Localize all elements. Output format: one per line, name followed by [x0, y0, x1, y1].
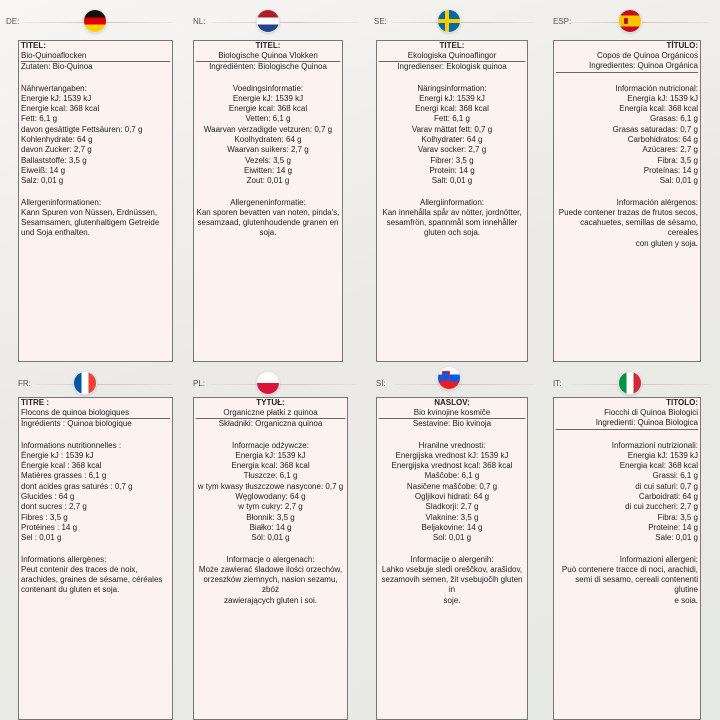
- divider: [211, 384, 357, 385]
- title-row: [21, 398, 170, 408]
- nutrition-row: Ballaststoffe: 3,5 g: [21, 155, 87, 165]
- title-row: [379, 398, 525, 408]
- lang-code: SE:: [374, 17, 387, 26]
- netherlands-flag-icon: [257, 10, 279, 32]
- allergen-line: orzeszków ziemnych, nasion sezamu, zbóż: [203, 575, 338, 595]
- nutrition-row: Energie kJ: 1539 kJ: [232, 93, 304, 103]
- nutrition-row: Salt: 0,01 g: [431, 176, 473, 186]
- lang-code: NL:: [193, 17, 206, 26]
- nutrition-row: w tym kwasy tłuszczowe nasycone: 0,7 g: [197, 481, 344, 491]
- allergen-section: [196, 555, 345, 606]
- label-card-nl: [193, 40, 343, 362]
- title-row: [379, 41, 525, 51]
- header-fr: [18, 371, 178, 397]
- allergen-line: con gluten y soja.: [635, 238, 698, 248]
- label-card-se: [376, 40, 528, 362]
- nutrition-row: Énergie kJ : 1539 kJ: [21, 450, 94, 460]
- nutrition-row: Fett: 6,1 g: [433, 114, 471, 124]
- header-esp: [553, 9, 715, 35]
- nutrition-row: Carbohidratos: 64 g: [627, 135, 698, 145]
- nutrition-section: [556, 84, 698, 187]
- nutrition-row: Fett: 6,1 g: [21, 114, 58, 124]
- nutrition-section: [196, 441, 345, 544]
- divider: [36, 384, 172, 385]
- product-name: Bio kvinojine kosmiče: [413, 408, 491, 417]
- allergen-line: cacahuetes, semillas de sésamo, cereales: [580, 218, 698, 238]
- nutrition-row: Energía kJ: 1539 kJ: [627, 93, 698, 103]
- label-card-fr: [18, 397, 173, 720]
- nutrition-row: Energie kcal: 368 kcal: [21, 104, 100, 114]
- nutrition-row: Grasas: 6,1 g: [649, 114, 698, 124]
- nutrition-row: Protéines : 14 g: [21, 522, 78, 532]
- ingredients: Ingredienti: Quinoa Biologica: [556, 418, 698, 429]
- product-name: Bio-Quinoaflocken: [21, 51, 87, 60]
- nutrition-row: Énergie kcal : 368 kcal: [21, 461, 102, 471]
- nutrition-row: Matières grasses : 6,1 g: [21, 471, 107, 481]
- nutrition-row: Waarvan verzadigde vetzuren: 0,7 g: [203, 124, 333, 134]
- nutrition-row: Fibrer: 3,5 g: [430, 155, 474, 165]
- nutrition-row: Węglowodany: 64 g: [235, 492, 306, 502]
- germany-flag-icon: [84, 10, 106, 32]
- nutrition-row: Energi kJ: 1539 kJ: [419, 93, 485, 103]
- nutrition-row: Energie kcal: 368 kcal: [228, 104, 308, 114]
- allergen-line: Puede contener trazas de frutos secos,: [558, 207, 698, 217]
- allergen-heading: Informacje o alergenach:: [226, 554, 315, 564]
- ingredients: Sestavine: Bio kvinoja: [379, 418, 525, 429]
- divider: [211, 22, 357, 23]
- allergen-section: [379, 198, 525, 239]
- nutrition-section: [21, 84, 170, 187]
- lang-code: PL:: [193, 379, 206, 388]
- title-label: TITOLO:: [666, 398, 698, 407]
- nutrition-row: Energijska vrednost kJ: 1539 kJ: [395, 450, 509, 460]
- allergen-line: sesamfrön, spannmål som innehåller: [386, 218, 518, 228]
- header-se: [374, 9, 540, 35]
- lang-code: IT:: [553, 379, 562, 388]
- allergen-line: sesamzaad, glutenhoudende granen en: [197, 218, 339, 228]
- allergen-heading: Informacije o alergenih:: [410, 554, 494, 564]
- nutrition-row: Tłuszcze: 6,1 g: [243, 471, 298, 481]
- nutrition-heading: Voedingsinformatie:: [232, 83, 304, 93]
- header-de: [6, 9, 178, 35]
- label-card-it: [553, 397, 701, 720]
- allergen-line: Kan sporen bevatten van noten, pinda's,: [196, 207, 340, 217]
- ingredients: Zutaten: Bio-Quinoa: [21, 61, 170, 72]
- nutrition-row: Nasičene maščobe: 0,7 g: [406, 481, 498, 491]
- nutrition-row: Vetten: 6,1 g: [245, 114, 291, 124]
- title-label: TYTUŁ:: [256, 398, 285, 407]
- allergen-heading: Allergeneninformatie:: [230, 197, 306, 207]
- label-card-si: [376, 397, 528, 720]
- nutrition-row: Energia kJ: 1539 kJ: [235, 450, 306, 460]
- nutrition-row: Sladkorji: 2,7 g: [425, 502, 479, 512]
- nutrition-section: [556, 441, 698, 544]
- allergen-heading: Allergeninformationen:: [21, 197, 102, 207]
- allergen-line: Lahko vsebuje sledi oreščkov, arašidov,: [381, 564, 523, 574]
- allergen-line: gluten och soja.: [423, 228, 481, 238]
- nutrition-row: Grasas saturadas: 0,7 g: [612, 124, 698, 134]
- title-row: [21, 41, 170, 51]
- nutrition-row: Kolhydrater: 64 g: [421, 135, 483, 145]
- nutrition-section: [21, 441, 170, 544]
- header-nl: [193, 9, 363, 35]
- ingredients: Ingredienser: Ekologisk quinoa: [379, 61, 525, 72]
- nutrition-row: Energia kJ: 1539 kJ: [627, 450, 698, 460]
- allergen-line: e soia.: [674, 595, 698, 605]
- nutrition-row: Waarvan suikers: 2,7 g: [227, 145, 309, 155]
- nutrition-row: Zout: 0,01 g: [246, 176, 290, 186]
- nutrition-row: Proteine: 14 g: [648, 522, 698, 532]
- allergen-heading: Información alérgenos:: [616, 197, 698, 207]
- nutrition-row: Glucides : 64 g: [21, 492, 75, 502]
- nutrition-row: Varav socker: 2,7 g: [417, 145, 487, 155]
- nutrition-heading: Hranilne vrednosti:: [418, 440, 486, 450]
- title-label: TITEL:: [255, 41, 281, 50]
- nutrition-row: Sale: 0,01 g: [655, 533, 698, 543]
- nutrition-row: Energia kcal: 368 kcal: [231, 461, 310, 471]
- allergen-line: Kan innehålla spår av nötter, jordnötter,: [382, 207, 522, 217]
- nutrition-row: Grassi: 6,1 g: [652, 471, 698, 481]
- allergen-line: semi di sesamo, cereali contenenti glutine: [575, 575, 698, 595]
- allergen-heading: Allergiinformation:: [419, 197, 485, 207]
- nutrition-row: w tym cukry: 2,7 g: [238, 502, 303, 512]
- allergen-line: Può contenere tracce di noci, arachidi,: [561, 564, 698, 574]
- product-name: Biologische Quinoa Vlokken: [218, 51, 318, 60]
- header-pl: [193, 371, 363, 397]
- allergen-line: und Soja enthalten.: [21, 228, 90, 238]
- title-label: TITEL:: [439, 41, 465, 50]
- france-flag-icon: [74, 372, 96, 394]
- lang-code: ESP:: [553, 17, 572, 26]
- ingredients: Ingrediënten: Biologische Quinoa: [196, 61, 340, 72]
- nutrition-row: dont acides gras saturés : 0,7 g: [21, 481, 133, 491]
- title-label: NASLOV:: [434, 398, 470, 407]
- allergen-line: soje.: [443, 595, 461, 605]
- lang-code: FR:: [18, 379, 31, 388]
- nutrition-row: Fibra: 3,5 g: [657, 512, 698, 522]
- allergen-line: Sesamsamen, glutenhaltigem Getreide: [21, 218, 160, 228]
- ingredients: Ingredientes: Quinoa Orgánica: [556, 61, 698, 72]
- allergen-line: sezamovih semen, žit vsebujočih gluten in: [381, 575, 523, 595]
- label-card-esp: [553, 40, 701, 362]
- lang-code: SI:: [376, 379, 386, 388]
- divider: [392, 22, 534, 23]
- nutrition-row: Energijska vrednost kcal: 368 kcal: [391, 461, 513, 471]
- title-label: TITEL:: [21, 41, 46, 50]
- title-row: [196, 41, 340, 51]
- allergen-line: Kann Spuren von Nüssen, Erdnüssen,: [21, 207, 158, 217]
- label-card-pl: [193, 397, 348, 720]
- slovenia-flag-icon: [438, 367, 460, 389]
- nutrition-row: Białko: 14 g: [249, 522, 292, 532]
- allergen-section: [21, 198, 170, 239]
- product-name: Flocons de quinoa biologiques: [21, 408, 130, 417]
- allergen-section: [556, 555, 698, 606]
- nutrition-section: [196, 84, 340, 187]
- nutrition-row: Ogljikovi hidrati: 64 g: [414, 492, 490, 502]
- title-row: [556, 41, 698, 51]
- label-card-de: [18, 40, 173, 362]
- nutrition-row: Azúcares: 2,7 g: [642, 145, 698, 155]
- nutrition-row: Salz: 0,01 g: [21, 176, 64, 186]
- allergen-section: [21, 555, 170, 596]
- allergen-section: [379, 555, 525, 606]
- title-label: TÍTULO:: [666, 41, 698, 50]
- nutrition-row: davon Zucker: 2,7 g: [21, 145, 92, 155]
- nutrition-row: Vlaknine: 3,5 g: [425, 512, 479, 522]
- nutrition-heading: Nährwertangaben:: [21, 83, 87, 93]
- spain-flag-icon: [619, 10, 641, 32]
- nutrition-row: Fibra: 3,5 g: [657, 155, 698, 165]
- lang-code: DE:: [6, 17, 20, 26]
- nutrition-row: Eiweiß: 14 g: [21, 165, 66, 175]
- nutrition-heading: Informacje odżywcze:: [232, 440, 309, 450]
- nutrition-row: Energía kcal: 368 kcal: [619, 104, 698, 114]
- allergen-section: [556, 198, 698, 249]
- nutrition-section: [379, 84, 525, 187]
- nutrition-row: di cui zuccheri: 2,7 g: [625, 502, 698, 512]
- allergen-section: [196, 198, 340, 239]
- header-it: [553, 371, 715, 397]
- nutrition-row: Koolhydraten: 64 g: [234, 135, 302, 145]
- nutrition-row: Energie kJ: 1539 kJ: [21, 93, 92, 103]
- nutrition-heading: Näringsinformation:: [417, 83, 487, 93]
- product-name: Ekologiska Quinoaflingor: [407, 51, 497, 60]
- nutrition-row: Sól: 0,01 g: [251, 533, 290, 543]
- nutrition-row: Błonnik: 3,5 g: [246, 512, 295, 522]
- divider: [394, 384, 534, 385]
- nutrition-row: Protein: 14 g: [429, 165, 475, 175]
- nutrition-row: Eiwitten: 14 g: [243, 165, 293, 175]
- nutrition-row: Energia kcal: 368 kcal: [619, 461, 698, 471]
- allergen-heading: Informazioni allergeni:: [619, 554, 698, 564]
- nutrition-row: Kohlenhydrate: 64 g: [21, 135, 93, 145]
- poland-flag-icon: [257, 372, 279, 394]
- product-name: Organiczne płatki z quinoa: [223, 408, 318, 417]
- nutrition-row: Sol: 0,01 g: [432, 533, 472, 543]
- nutrition-heading: Informations nutritionnelles :: [21, 440, 122, 450]
- product-name: Fiocchi di Quinoa Biologici: [604, 408, 698, 417]
- nutrition-row: Sal: 0,01 g: [659, 176, 698, 186]
- nutrition-row: Varav mättat fett: 0,7 g: [411, 124, 493, 134]
- nutrition-section: [379, 441, 525, 544]
- allergen-line: zawierających gluten i soi.: [224, 595, 317, 605]
- header-si: [376, 366, 540, 392]
- ingredients: Ingrédients : Quinoa biologique: [21, 418, 170, 429]
- title-row: [196, 398, 345, 408]
- allergen-line: Może zawierać śladowe ilości orzechów,: [198, 564, 343, 574]
- nutrition-row: Maščobe: 6,1 g: [424, 471, 480, 481]
- allergen-heading: Informations allergènes:: [21, 554, 107, 564]
- product-name: Copos de Quinoa Orgánicos: [597, 51, 698, 60]
- allergen-line: contenant du gluten et soja.: [21, 585, 120, 595]
- nutrition-row: Carboidrati: 64 g: [638, 492, 698, 502]
- italy-flag-icon: [619, 372, 641, 394]
- nutrition-row: Proteínas: 14 g: [643, 165, 698, 175]
- allergen-line: arachides, graines de sésame, céréales: [21, 575, 163, 585]
- nutrition-heading: Información nutricional:: [615, 83, 698, 93]
- allergen-line: soja.: [259, 228, 277, 238]
- nutrition-row: Beljakovine: 14 g: [421, 522, 483, 532]
- nutrition-row: dont sucres : 2,7 g: [21, 502, 87, 512]
- title-row: [556, 398, 698, 408]
- nutrition-row: Energi kcal: 368 kcal: [415, 104, 489, 114]
- title-label: TITRE :: [21, 398, 49, 407]
- nutrition-row: Sel : 0,01 g: [21, 533, 62, 543]
- allergen-line: Peut contenir des traces de noix,: [21, 564, 138, 574]
- nutrition-row: di cui saturi: 0,7 g: [635, 481, 698, 491]
- ingredients: Składniki: Organiczna quinoa: [196, 418, 345, 429]
- sweden-flag-icon: [438, 10, 460, 32]
- nutrition-heading: Informazioni nutrizionali:: [611, 440, 698, 450]
- nutrition-row: Fibres : 3,5 g: [21, 512, 68, 522]
- nutrition-row: davon gesättigte Fettsäuren: 0,7 g: [21, 124, 143, 134]
- nutrition-row: Vezels: 3,5 g: [245, 155, 291, 165]
